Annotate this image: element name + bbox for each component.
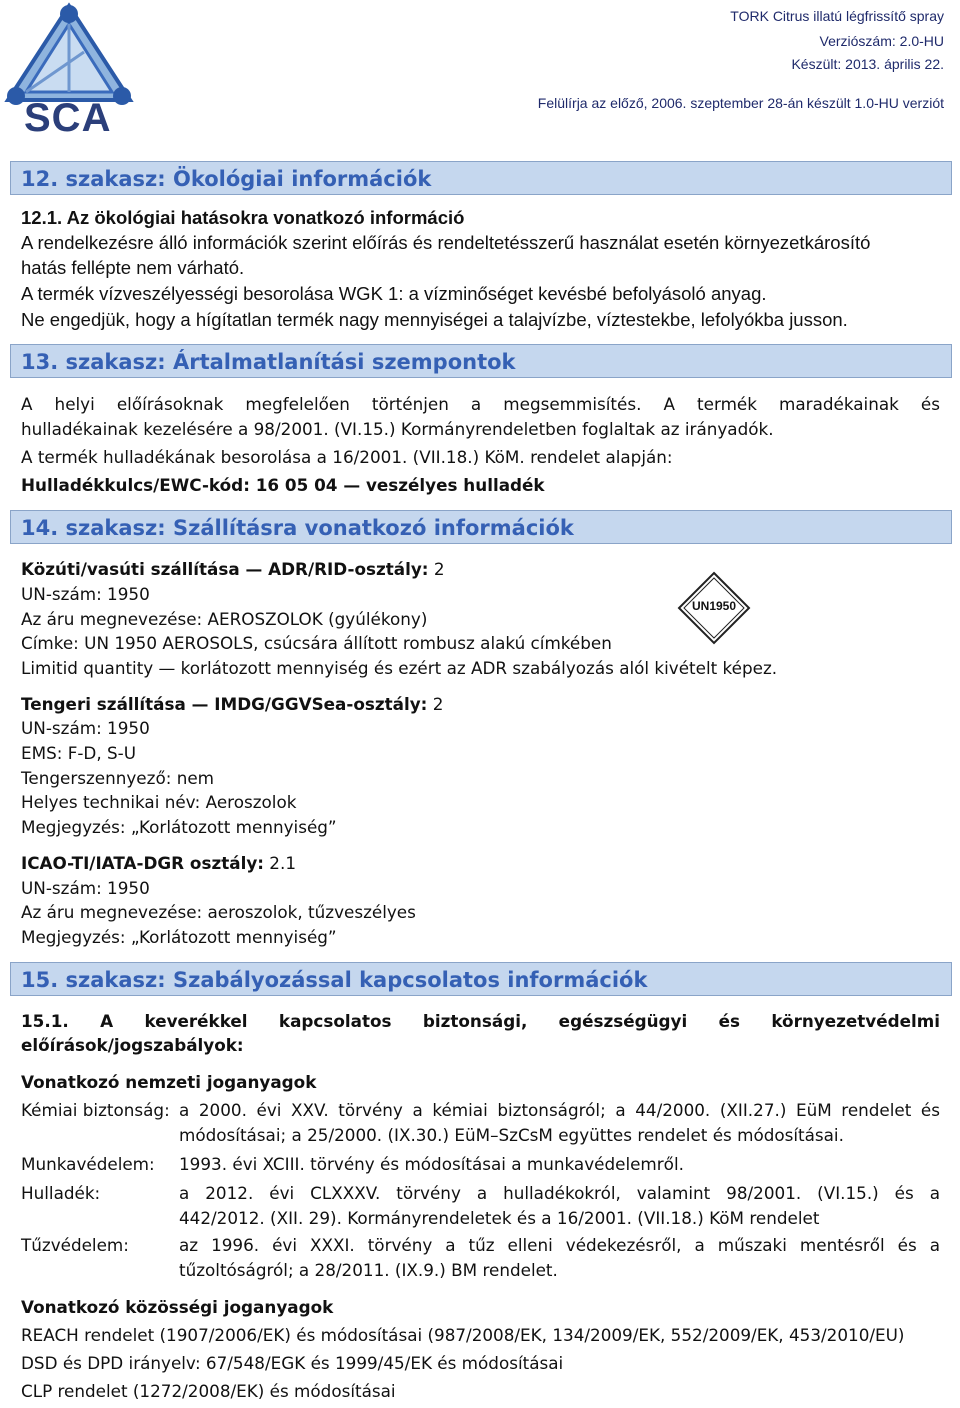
air-goods-name: Az áru megnevezése: aeroszolok, tűzveszélyes (21, 902, 416, 922)
section-12-text-1: A rendelkezésre álló információk szerint előírás és rendeltetésszerű használat esetén környezetkárosító (21, 232, 871, 253)
national-law-heading: Vonatkozó nemzeti joganyagok (21, 1072, 317, 1092)
law-value-waste (179, 1181, 940, 1231)
section-13-text-2: hulladékainak kezelésére a 98/2001. (VI.15.) Kormányrendeletben foglaltak az irányadók. (21, 419, 774, 439)
diamond-text: UN1950 (691, 599, 737, 613)
law-value-fire-line-1: az 1996. évi XXXI. törvény a tűz elleni védekezésről, a műszaki mentésről és a (179, 1235, 940, 1255)
law-value-waste-line-1: a 2012. évi CLXXXV. törvény a hulladékokról, valamint 98/2001. (VI.15.) és a (179, 1183, 940, 1203)
law-label-chemical: Kémiai biztonság: (21, 1100, 170, 1120)
product-name: TORK Citrus illatú légfrissítő spray (730, 8, 944, 24)
section-15-1-heading-line-1: 15.1. A keverékkel kapcsolatos biztonsági, egészségügyi és környezetvédelmi (21, 1011, 940, 1031)
sea-transport-line (21, 694, 443, 714)
community-law-dsd-dpd: DSD és DPD irányelv: 67/548/EGK és 1999/45/EK és módosításai (21, 1353, 564, 1373)
road-transport-line (21, 559, 445, 579)
sea-transport-class: 2 (427, 694, 444, 714)
section-12-text-3: A termék vízveszélyességi besorolása WGK 1: a vízminőséget kevésbé befolyásoló anyag. (21, 283, 767, 304)
section-13-title: 13. szakasz: Ártalmatlanítási szempontok (10, 344, 952, 378)
community-law-heading: Vonatkozó közösségi joganyagok (21, 1297, 334, 1317)
air-transport-class: 2.1 (263, 853, 296, 873)
road-label: Címke: UN 1950 AEROSOLS, csúcsára állított rombusz alakú címkében (21, 633, 612, 653)
un1950-diamond-label (677, 571, 751, 645)
law-value-fire (179, 1233, 940, 1283)
law-value-chemical (179, 1098, 940, 1148)
road-transport-label: Közúti/vasúti szállítása — ADR/RID-osztály: (21, 559, 429, 579)
law-value-chemical-line-1: a 2000. évi XXV. törvény a kémiai biztonságról; a 44/2000. (XII.27.) EüM rendelet és (179, 1100, 940, 1120)
air-un-number: UN-szám: 1950 (21, 878, 150, 898)
community-law-clp: CLP rendelet (1272/2008/EK) és módosításai (21, 1381, 396, 1401)
road-transport-class: 2 (428, 559, 445, 579)
version-number: Verziószám: 2.0-HU (819, 33, 944, 49)
law-value-fire-line-2: tűzoltóságról; a 28/2011. (IX.9.) BM rendelet. (179, 1260, 558, 1280)
section-12-1-heading: 12.1. Az ökológiai hatásokra vonatkozó információ (21, 207, 465, 228)
section-12-title: 12. szakasz: Ökológiai információk (10, 161, 952, 195)
section-15-1-heading-line-2: előírások/jogszabályok: (21, 1035, 244, 1055)
road-limited-quantity: Limitid quantity — korlátozott mennyiség és ezért az ADR szabályozás alól kivételt képez. (21, 658, 778, 678)
community-law-reach: REACH rendelet (1907/2006/EK) és módosításai (987/2008/EK, 134/2009/EK, 552/2009/EK, 453/2010/EU) (21, 1325, 905, 1345)
sea-un-number: UN-szám: 1950 (21, 718, 150, 738)
law-label-waste: Hulladék: (21, 1183, 101, 1203)
air-transport-label: ICAO-TI/IATA-DGR osztály: (21, 853, 264, 873)
law-value-work-safety (179, 1152, 940, 1177)
air-note: Megjegyzés: „Korlátozott mennyiség” (21, 927, 337, 947)
law-value-work-safety-line-1: 1993. évi XCIII. törvény és módosításai a munkavédelemről. (179, 1154, 684, 1174)
road-goods-name: Az áru megnevezése: AEROSZOLOK (gyúlékony) (21, 609, 428, 629)
waste-code: Hulladékkulcs/EWC-kód: 16 05 04 — veszélyes hulladék (21, 475, 545, 495)
section-13-text-1: A helyi előírásoknak megfelelően történjen a megsemmisítés. A termék maradékainak és (21, 394, 940, 414)
sea-note: Megjegyzés: „Korlátozott mennyiség” (21, 817, 337, 837)
supersedes-note: Felülírja az előző, 2006. szeptember 28-án készült 1.0-HU verziót (537, 95, 944, 111)
sea-pollutant: Tengerszennyező: nem (21, 768, 215, 788)
law-value-waste-line-2: 442/2012. (XII. 29). Kormányrendeletek és a 16/2001. (VII.18.) KöM rendelet (179, 1208, 820, 1228)
section-12-text-2: hatás fellépte nem várható. (21, 257, 245, 278)
law-label-work-safety: Munkavédelem: (21, 1154, 155, 1174)
section-13-text-3: A termék hulladékának besorolása a 16/2001. (VII.18.) KöM. rendelet alapján: (21, 447, 673, 467)
sca-logo-text: SCA (24, 96, 112, 140)
section-12-text-4: Ne engedjük, hogy a hígítatlan termék nagy mennyiségei a talajvízbe, víztestekbe, lefolyókba jusson. (21, 309, 848, 330)
section-15-title: 15. szakasz: Szabályozással kapcsolatos információk (10, 962, 952, 996)
law-label-fire: Tűzvédelem: (21, 1235, 129, 1255)
sea-ems: EMS: F-D, S-U (21, 743, 137, 763)
section-14-title: 14. szakasz: Szállításra vonatkozó információk (10, 510, 952, 544)
sea-technical-name: Helyes technikai név: Aeroszolok (21, 792, 297, 812)
road-un-number: UN-szám: 1950 (21, 584, 150, 604)
sca-logo (4, 2, 134, 138)
law-value-chemical-line-2: módosításai; a 25/2000. (IX.30.) EüM–SzCsM együttes rendelet és módosításai. (179, 1125, 844, 1145)
air-transport-line (21, 853, 296, 873)
created-date: Készült: 2013. április 22. (791, 56, 944, 72)
sea-transport-label: Tengeri szállítása — IMDG/GGVSea-osztály: (21, 694, 428, 714)
